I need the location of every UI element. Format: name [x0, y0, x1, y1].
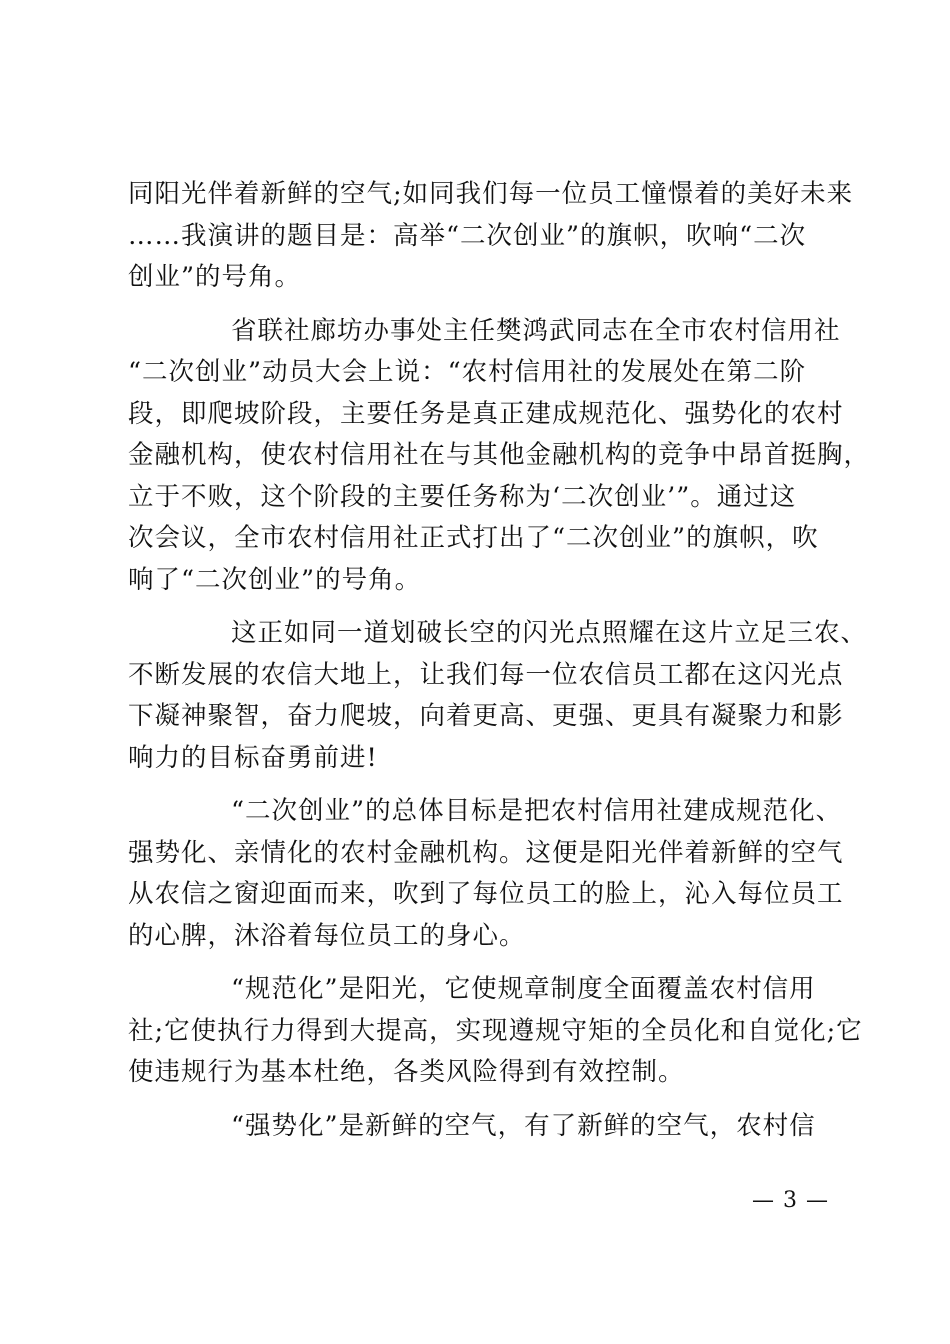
- paragraph-intro-continuation: [128, 174, 854, 299]
- text-line: 省联社廊坊办事处主任樊鸿武同志在全市农村信用社: [231, 315, 841, 346]
- paragraph-gap: [128, 779, 828, 791]
- text-line: 立于不败，这个阶段的主要任务称为‘二次创业’”。通过这: [128, 481, 797, 512]
- text-line: 响力的目标奋勇前进!: [128, 742, 378, 773]
- paragraph-standardization: [128, 969, 863, 1094]
- paragraph-gap: [128, 957, 828, 969]
- text-line: 同阳光伴着新鲜的空气;如同我们每一位员工憧憬着的美好未来: [128, 179, 854, 209]
- text-line: 段，即爬坡阶段，主要任务是真正建成规范化、强势化的农村: [128, 398, 844, 429]
- paragraph-gap: [128, 299, 828, 311]
- paragraph-director-quote: [128, 311, 871, 602]
- text-line: 的心脾，沐浴着每位员工的身心。: [128, 920, 526, 951]
- text-line: ……我演讲的题目是：高举“二次创业”的旗帜，吹响“二次: [128, 220, 807, 251]
- paragraph-strength: [128, 1106, 828, 1148]
- text-line: “规范化”是阳光，它使规章制度全面覆盖农村信用: [231, 974, 816, 1004]
- text-line: 这正如同一道划破长空的闪光点照耀在这片立足三农、: [231, 618, 868, 648]
- text-line: 响了“二次创业”的号角。: [128, 564, 422, 595]
- text-line: “二次创业”的总体目标是把农村信用社建成规范化、: [231, 796, 843, 826]
- text-line: “二次创业”动员大会上说：“农村信用社的发展处在第二阶: [128, 357, 807, 387]
- text-line: 从农信之窗迎面而来，吹到了每位员工的脸上，沁入每位员工: [128, 879, 844, 909]
- text-line: 创业”的号角。: [128, 262, 302, 292]
- text-line: 金融机构，使农村信用社在与其他金融机构的竞争中昂首挺胸，: [128, 440, 871, 470]
- paragraph-gap: [128, 1094, 828, 1106]
- text-line: 下凝神聚智，奋力爬坡，向着更高、更强、更具有凝聚力和影: [128, 701, 844, 731]
- text-line: 使违规行为基本杜绝，各类风险得到有效控制。: [128, 1057, 685, 1087]
- page-number: — 3 —: [752, 1188, 829, 1213]
- text-line: 次会议，全市农村信用社正式打出了“二次创业”的旗帜，吹: [128, 523, 819, 553]
- text-line: “强势化”是新鲜的空气，有了新鲜的空气，农村信: [231, 1110, 816, 1141]
- text-line: 强势化、亲情化的农村金融机构。这便是阳光伴着新鲜的空气: [128, 837, 844, 868]
- text-line: 不断发展的农信大地上，让我们每一位农信员工都在这闪光点: [128, 659, 844, 690]
- paragraph-gap: [128, 601, 828, 613]
- body-text: [128, 174, 871, 1147]
- paragraph-overall-goal: [128, 791, 844, 957]
- text-line: 社;它使执行力得到大提高，实现遵规守矩的全员化和自觉化;它: [128, 1015, 863, 1046]
- paragraph-flash-point: [128, 613, 868, 779]
